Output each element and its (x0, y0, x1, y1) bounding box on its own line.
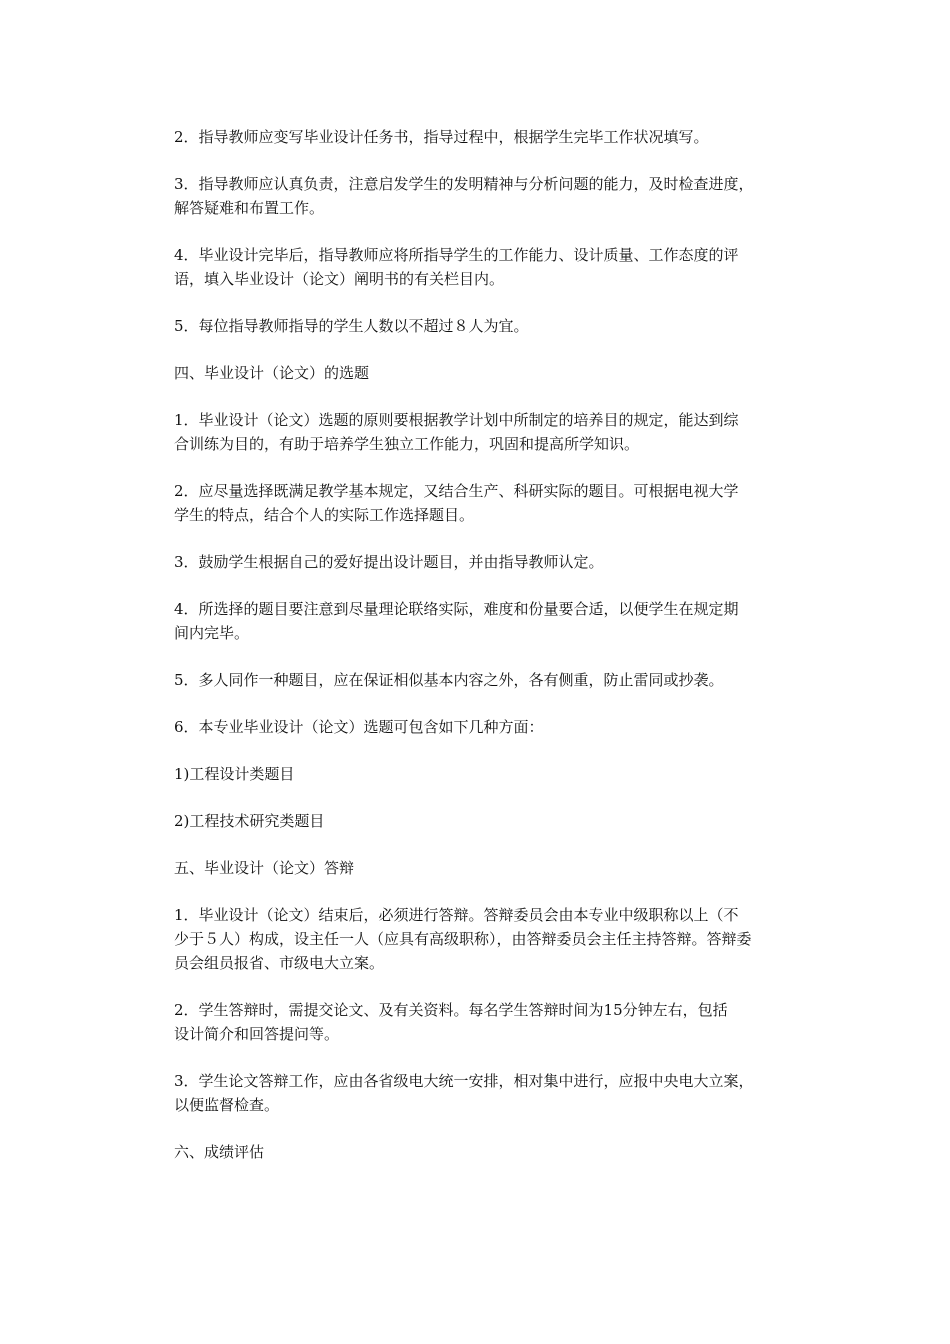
paragraph-line: 六、成绩评估 (174, 1143, 265, 1161)
paragraph-line: 四、毕业设计（论文）的选题 (174, 364, 370, 382)
document-paragraph (144, 762, 816, 786)
paragraph-line: 5．多人同作一种题目，应在保证相似基本内容之外，各有侧重，防止雷同或抄袭。 (174, 671, 724, 689)
paragraph-line: 1．毕业设计（论文）选题的原则要根据教学计划中所制定的培养目的规定，能达到综 (174, 411, 739, 429)
document-paragraph (144, 361, 816, 385)
paragraph-line: 2．指导教师应变写毕业设计任务书，指导过程中，根据学生完毕工作状况填写。 (174, 128, 709, 146)
document-paragraph (144, 408, 816, 456)
document-paragraph (144, 903, 816, 975)
paragraph-line: 语，填入毕业设计（论文）阐明书的有关栏目内。 (174, 270, 505, 288)
document-paragraph (144, 668, 816, 692)
document-paragraph (144, 1069, 816, 1117)
paragraph-line: 学生的特点，结合个人的实际工作选择题目。 (174, 506, 475, 524)
document-paragraph (144, 597, 816, 645)
paragraph-line: 以便监督检查。 (174, 1096, 280, 1114)
document-paragraph (144, 550, 816, 574)
paragraph-line: 2)工程技术研究类题目 (174, 812, 325, 830)
paragraph-line: 解答疑难和布置工作。 (174, 199, 325, 217)
paragraph-line: 员会组员报省、市级电大立案。 (174, 954, 385, 972)
document-paragraph (144, 314, 816, 338)
paragraph-line: 3．指导教师应认真负责，注意启发学生的发明精神与分析问题的能力，及时检查进度， (174, 175, 754, 193)
paragraph-line: 间内完毕。 (174, 624, 250, 642)
paragraph-line: 6．本专业毕业设计（论文）选题可包含如下几种方面： (174, 718, 544, 736)
paragraph-line: 2．应尽量选择既满足教学基本规定，又结合生产、科研实际的题目。可根据电视大学 (174, 482, 739, 500)
document-paragraph (144, 856, 816, 880)
document-paragraph (144, 479, 816, 527)
paragraph-line: 设计简介和回答提问等。 (174, 1025, 340, 1043)
paragraph-line: 5．每位指导教师指导的学生人数以不超过８人为宜。 (174, 317, 529, 335)
paragraph-line: 4．毕业设计完毕后，指导教师应将所指导学生的工作能力、设计质量、工作态度的评 (174, 246, 739, 264)
document-paragraph (144, 243, 816, 291)
document-paragraph (144, 172, 816, 220)
document-paragraph (144, 125, 816, 149)
paragraph-line: 合训练为目的，有助于培养学生独立工作能力，巩固和提高所学知识。 (174, 435, 640, 453)
document-paragraph (144, 998, 816, 1046)
paragraph-line: 少于５人）构成，设主任一人（应具有高级职称），由答辩委员会主任主持答辩。答辩委 (174, 930, 752, 948)
paragraph-line: 五、毕业设计（论文）答辩 (174, 859, 355, 877)
paragraph-line: 1．毕业设计（论文）结束后，必须进行答辩。答辩委员会由本专业中级职称以上（不 (174, 906, 739, 924)
paragraph-line: 4．所选择的题目要注意到尽量理论联络实际，难度和份量要合适，以便学生在规定期 (174, 600, 739, 618)
document-paragraph (144, 1140, 816, 1164)
document-paragraph (144, 809, 816, 833)
document-body (144, 125, 816, 1187)
document-paragraph (144, 715, 816, 739)
paragraph-line: 3．鼓励学生根据自己的爱好提出设计题目，并由指导教师认定。 (174, 553, 604, 571)
paragraph-line: 1)工程设计类题目 (174, 765, 295, 783)
paragraph-line: 2．学生答辩时，需提交论文、及有关资料。每名学生答辩时间为15分钟左右，包括 (174, 1001, 728, 1019)
paragraph-line: 3．学生论文答辩工作，应由各省级电大统一安排，相对集中进行，应报中央电大立案， (174, 1072, 754, 1090)
